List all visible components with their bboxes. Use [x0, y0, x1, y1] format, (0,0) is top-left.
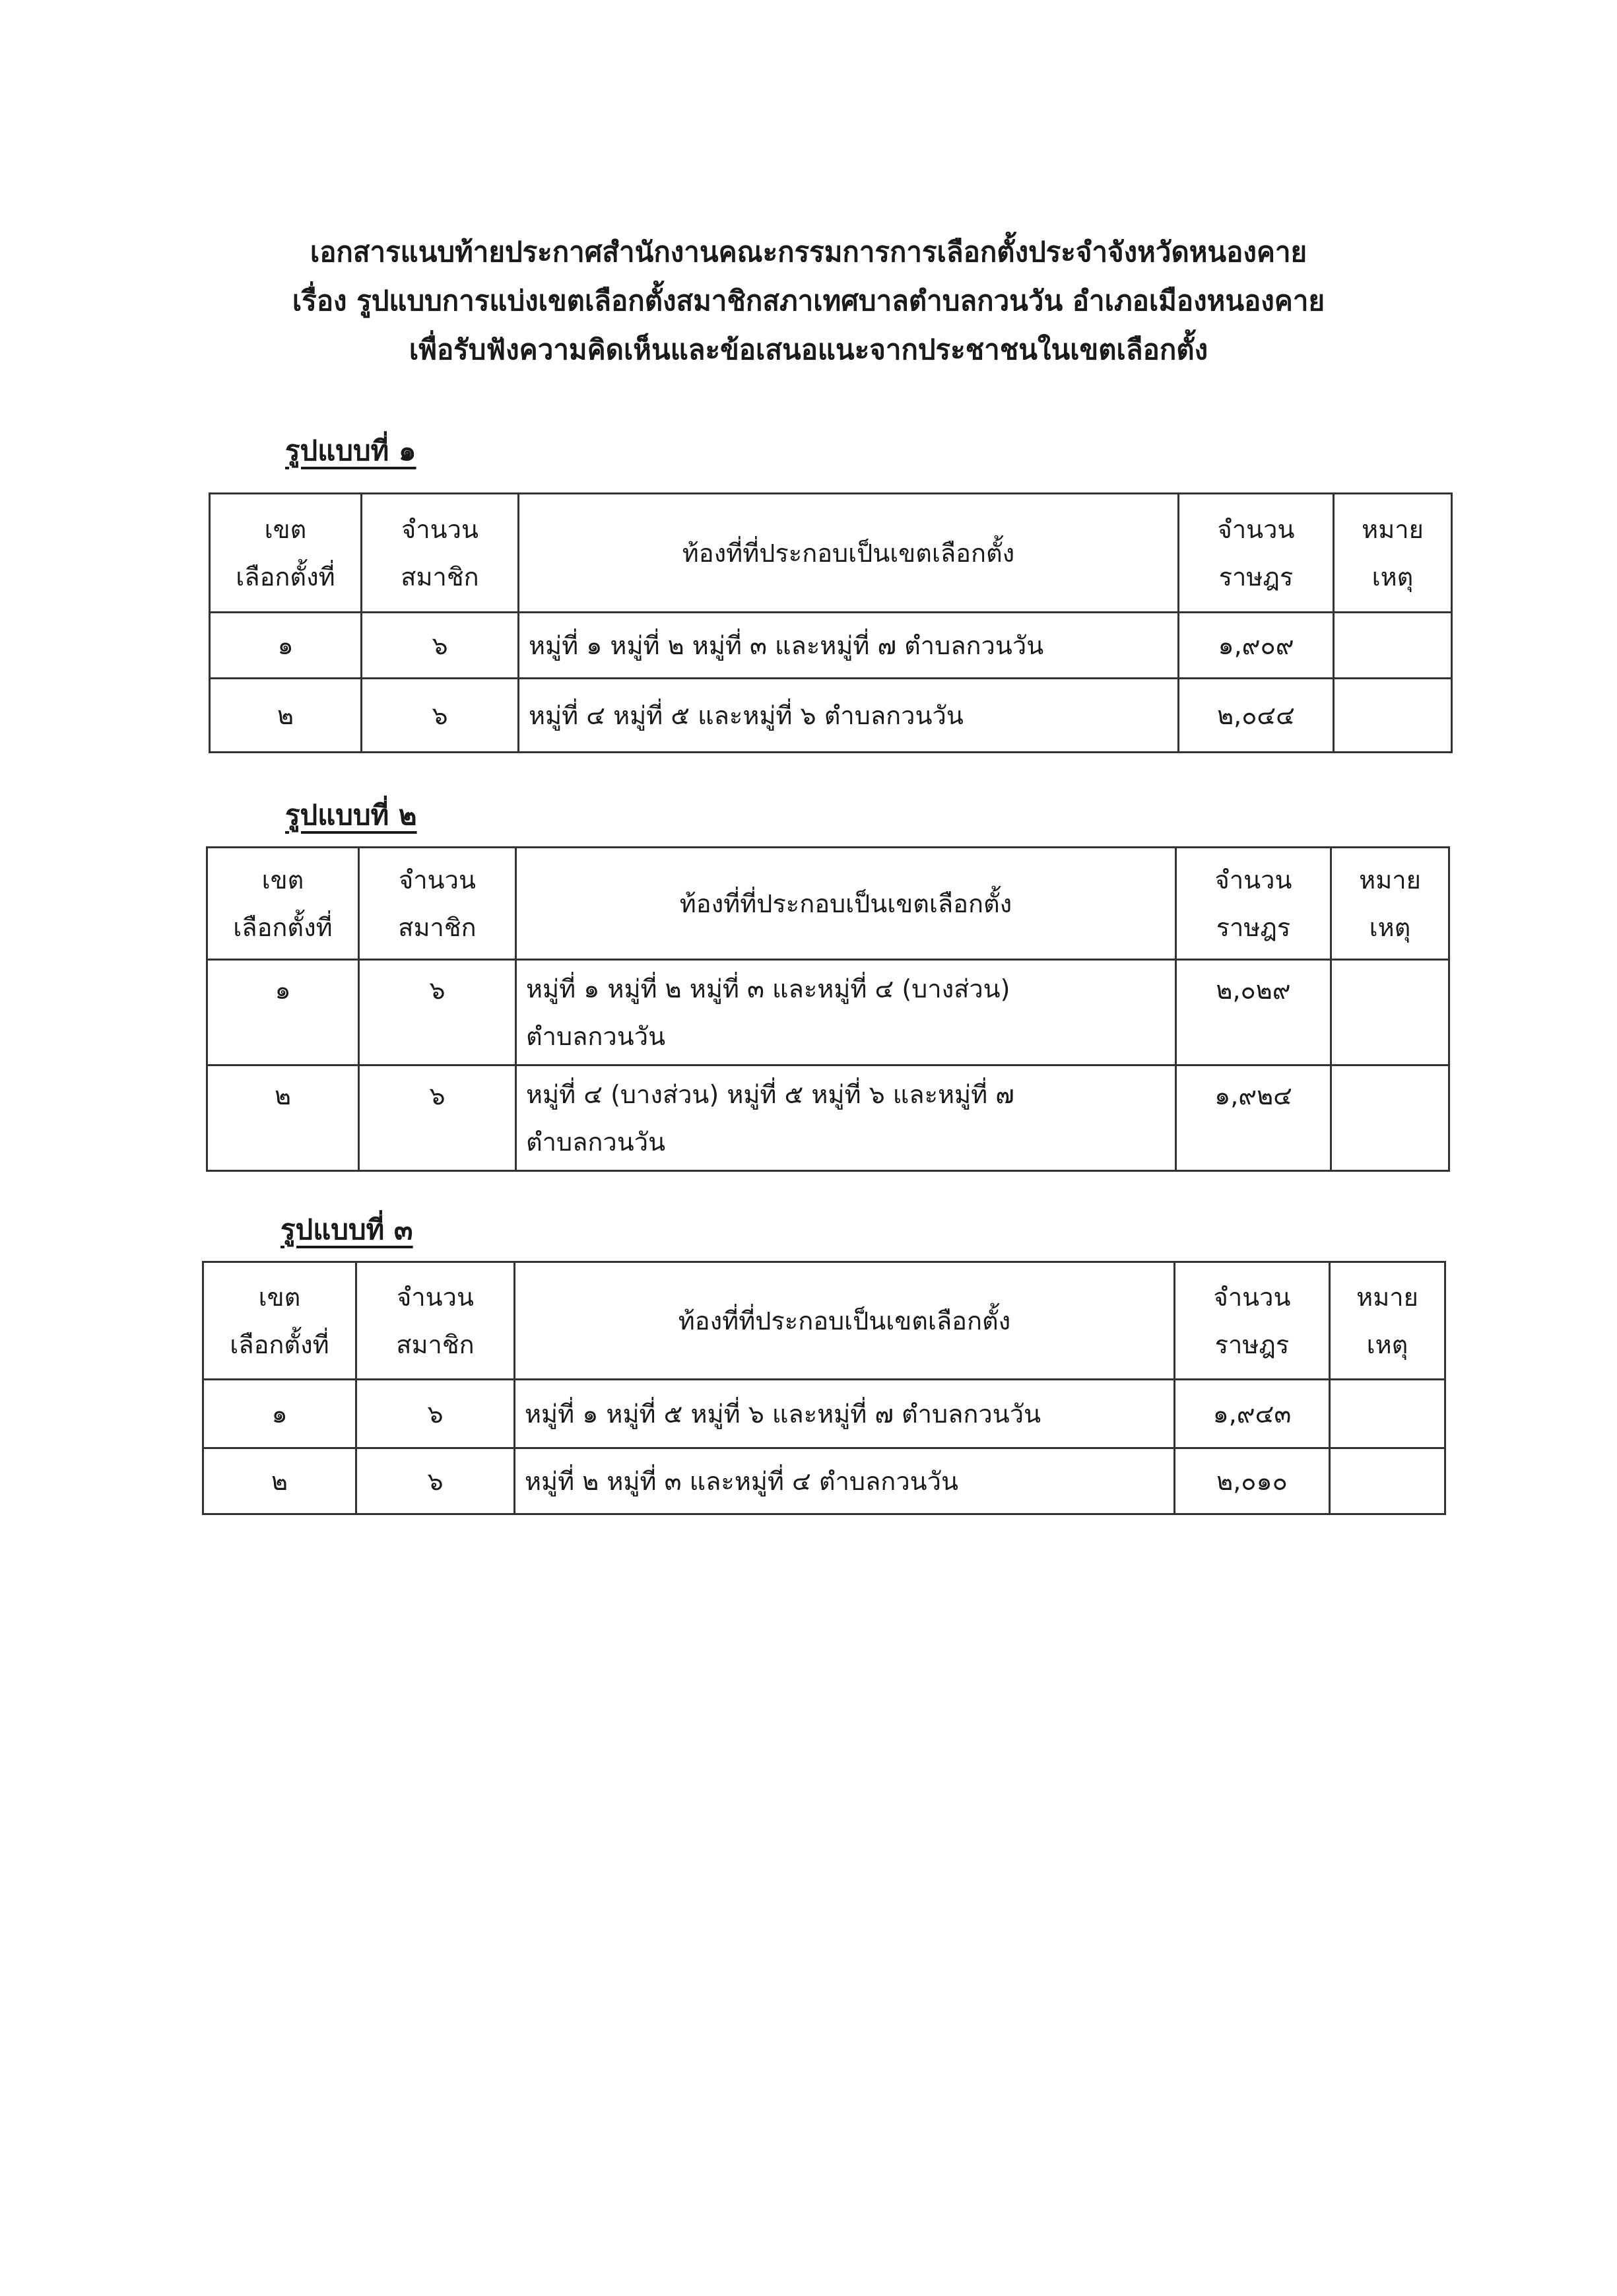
header-line-3: เพื่อรับฟังความคิดเห็นและข้อเสนอแนะจากประชาชนในเขตเลือกตั้ง: [409, 333, 1208, 366]
col-district: เขต เลือกตั้งที่: [207, 848, 359, 960]
area-cell: หมู่ที่ ๒ หมู่ที่ ๓ และหมู่ที่ ๔ ตำบลกวนวัน: [515, 1448, 1175, 1514]
table-row: [207, 960, 1449, 1065]
header-line-1: เอกสารแนบท้ายประกาศสำนักงานคณะกรรมการการเลือกตั้งประจำจังหวัดหนองคาย: [310, 236, 1307, 268]
population-cell: ๑,๙๔๓: [1175, 1380, 1330, 1448]
model-3-title: รูปแบบที่ ๓: [280, 1213, 413, 1246]
model-3-table: [202, 1261, 1446, 1515]
col-members: จำนวน สมาชิก: [359, 848, 516, 960]
header-line-2: เรื่อง รูปแบบการแบ่งเขตเลือกตั้งสมาชิกสภาเทศบาลตำบลกวนวัน อำเภอเมืองหนองคาย: [292, 285, 1325, 317]
col-remark: หมาย เหตุ: [1331, 848, 1449, 960]
table-header-row: [207, 848, 1449, 960]
remark-cell: [1334, 613, 1452, 679]
population-cell: ๒,๐๑๐: [1175, 1448, 1330, 1514]
population-cell: ๑,๙๐๙: [1179, 613, 1334, 679]
members-cell: ๖: [356, 1380, 515, 1448]
model-2-title: รูปแบบที่ ๒: [285, 799, 417, 831]
col-population: จำนวน ราษฎร: [1179, 494, 1334, 613]
table-header-row: [210, 494, 1452, 613]
area-cell: หมู่ที่ ๔ หมู่ที่ ๕ และหมู่ที่ ๖ ตำบลกวนวัน: [519, 679, 1179, 753]
document-header: [0, 228, 1617, 374]
population-cell: ๒,๐๒๙: [1176, 960, 1331, 1065]
model-2-table: [206, 846, 1450, 1172]
remark-cell: [1334, 679, 1452, 753]
district-cell: ๑: [203, 1380, 356, 1448]
table-row: [210, 613, 1452, 679]
model-1-title: รูปแบบที่ ๑: [285, 434, 416, 467]
district-cell: ๒: [207, 1065, 359, 1171]
col-remark: หมาย เหตุ: [1334, 494, 1452, 613]
col-population: จำนวน ราษฎร: [1175, 1262, 1330, 1380]
col-area: ท้องที่ที่ประกอบเป็นเขตเลือกตั้ง: [519, 494, 1179, 613]
table-header-row: [203, 1262, 1445, 1380]
members-cell: ๖: [359, 960, 516, 1065]
area-cell: หมู่ที่ ๑ หมู่ที่ ๕ หมู่ที่ ๖ และหมู่ที่ ๗ ตำบลกวนวัน: [515, 1380, 1175, 1448]
table-row: [207, 1065, 1449, 1171]
area-cell: หมู่ที่ ๑ หมู่ที่ ๒ หมู่ที่ ๓ และหมู่ที่ ๔ (บางส่วน) ตำบลกวนวัน: [516, 960, 1176, 1065]
col-remark: หมาย เหตุ: [1330, 1262, 1445, 1380]
remark-cell: [1330, 1448, 1445, 1514]
model-1-table: [209, 492, 1453, 753]
col-district: เขต เลือกตั้งที่: [210, 494, 362, 613]
population-cell: ๒,๐๔๔: [1179, 679, 1334, 753]
district-cell: ๑: [207, 960, 359, 1065]
table-row: [203, 1448, 1445, 1514]
remark-cell: [1331, 960, 1449, 1065]
district-cell: ๒: [210, 679, 362, 753]
members-cell: ๖: [362, 679, 519, 753]
area-cell: หมู่ที่ ๔ (บางส่วน) หมู่ที่ ๕ หมู่ที่ ๖ และหมู่ที่ ๗ ตำบลกวนวัน: [516, 1065, 1176, 1171]
col-members: จำนวน สมาชิก: [356, 1262, 515, 1380]
members-cell: ๖: [359, 1065, 516, 1171]
district-cell: ๑: [210, 613, 362, 679]
members-cell: ๖: [356, 1448, 515, 1514]
col-area: ท้องที่ที่ประกอบเป็นเขตเลือกตั้ง: [516, 848, 1176, 960]
col-area: ท้องที่ที่ประกอบเป็นเขตเลือกตั้ง: [515, 1262, 1175, 1380]
district-cell: ๒: [203, 1448, 356, 1514]
remark-cell: [1330, 1380, 1445, 1448]
remark-cell: [1331, 1065, 1449, 1171]
col-members: จำนวน สมาชิก: [362, 494, 519, 613]
table-row: [203, 1380, 1445, 1448]
table-row: [210, 679, 1452, 753]
area-cell: หมู่ที่ ๑ หมู่ที่ ๒ หมู่ที่ ๓ และหมู่ที่ ๗ ตำบลกวนวัน: [519, 613, 1179, 679]
col-population: จำนวน ราษฎร: [1176, 848, 1331, 960]
members-cell: ๖: [362, 613, 519, 679]
col-district: เขต เลือกตั้งที่: [203, 1262, 356, 1380]
population-cell: ๑,๙๒๔: [1176, 1065, 1331, 1171]
